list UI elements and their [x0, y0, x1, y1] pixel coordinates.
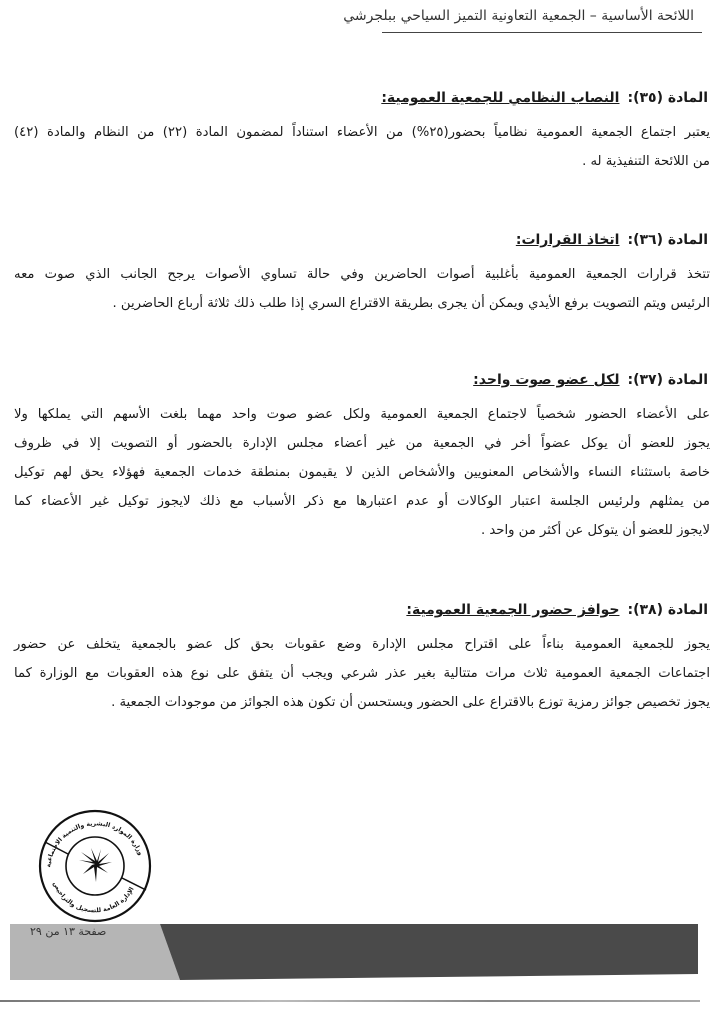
- article-38: [14, 602, 710, 717]
- article-body: [14, 260, 710, 318]
- footer-band-dark: [160, 924, 698, 980]
- article-label: المادة (٣٦):: [627, 232, 708, 248]
- article-label: المادة (٣٥):: [627, 90, 708, 106]
- article-body: [14, 400, 710, 545]
- article-37: [14, 372, 710, 545]
- footer-band: [10, 924, 698, 980]
- article-line: من يمثلهم ولرئيس الجلسة اعتبار الوكالات أو عدم اعتبارها مع ذكر الأسباب مع ذلك لايجوز توكيل غير الأعضاء كما: [14, 494, 710, 509]
- article-line: يجوز للجمعية العمومية بناءاً على اقتراح مجلس الإدارة وضع عقوبات بحق كل عضو بالجمعية يتخلف عن حضور: [14, 637, 710, 652]
- article-line: تتخذ قرارات الجمعية العمومية بأغلبية أصوات الحاضرين وفي حالة تساوي الأصوات يرجح الجانب الذي صوت معه: [14, 267, 710, 282]
- article-body: [14, 630, 710, 717]
- stamp-top-text: وزارة الموارد البشرية والتنمية الاجتماعية: [45, 820, 144, 868]
- header-rule: [382, 32, 702, 33]
- footer-rule: [0, 1000, 700, 1002]
- page-number: صفحة ١٣ من ٢٩: [30, 925, 107, 938]
- article-heading: [14, 602, 708, 618]
- article-title: لكل عضو صوت واحد:: [473, 372, 620, 388]
- article-heading: [14, 90, 708, 106]
- header-title: اللائحة الأساسية – الجمعية التعاونية التميز السياحي ببلجرشي: [343, 8, 694, 24]
- article-heading: [14, 232, 708, 248]
- article-36: [14, 232, 710, 318]
- article-line: يعتبر اجتماع الجمعية العمومية نظامياً بحضور(٢٥%) من الأعضاء استناداً لمضمون المادة (٢٢) من النظام والمادة (٤٢): [14, 125, 710, 140]
- article-title: اتخاذ القرارات:: [515, 232, 620, 248]
- stamp-divider: [122, 878, 146, 890]
- article-label: المادة (٣٧):: [627, 372, 708, 388]
- ministry-stamp: [36, 808, 154, 924]
- article-title: حوافز حضور الجمعية العمومية:: [406, 602, 620, 618]
- article-line: من اللائحة التنفيذية له .: [582, 154, 710, 169]
- article-line: الرئيس ويتم التصويت برفع الأيدي ويمكن أن يجرى بطريقة الاقتراع السري إذا طلب ذلك ثلاثة أرباع الحاضرين .: [112, 296, 710, 311]
- article-line: لايجوز للعضو أن يتوكل عن أكثر من واحد .: [481, 523, 710, 538]
- article-35: [14, 90, 710, 176]
- article-line: يجوز تخصيص جوائز رمزية توزع بالاقتراع على الحضور ويستحسن أن تكون هذه الجوائز من موجودات الجمعية .: [111, 695, 710, 710]
- article-label: المادة (٣٨):: [627, 602, 708, 618]
- article-body: [14, 118, 710, 176]
- article-line: يجوز للعضو أن يوكل عضواً أخر في الجمعية من غير أعضاء مجلس الإدارة بالحضور أو التصويت إلا في ظروف: [14, 436, 710, 451]
- palm-tree-icon: [79, 848, 112, 882]
- article-title: النصاب النظامي للجمعية العمومية:: [381, 90, 620, 106]
- article-line: خاصة باستثناء النساء والأشخاص المعنويين والأشخاص الذين لا يقيمون بمنطقة خدمات الجمعية فهؤلاء يحق لهم توكيل: [14, 465, 710, 480]
- article-heading: [14, 372, 708, 388]
- stamp-bottom-text: الإدارة العامة للتسجيل والتراخيص: [51, 880, 136, 915]
- article-line: اجتماعات الجمعية العمومية ثلاث مرات متتالية بغير عذر شرعي ويجب أن يتفق على نوع هذه العقوبات مع الوزارة كما: [14, 666, 710, 681]
- article-line: على الأعضاء الحضور شخصياً لاجتماع الجمعية العمومية ولكل عضو صوت واحد مهما بلغت الأسهم التي يملكها ولا: [14, 407, 710, 422]
